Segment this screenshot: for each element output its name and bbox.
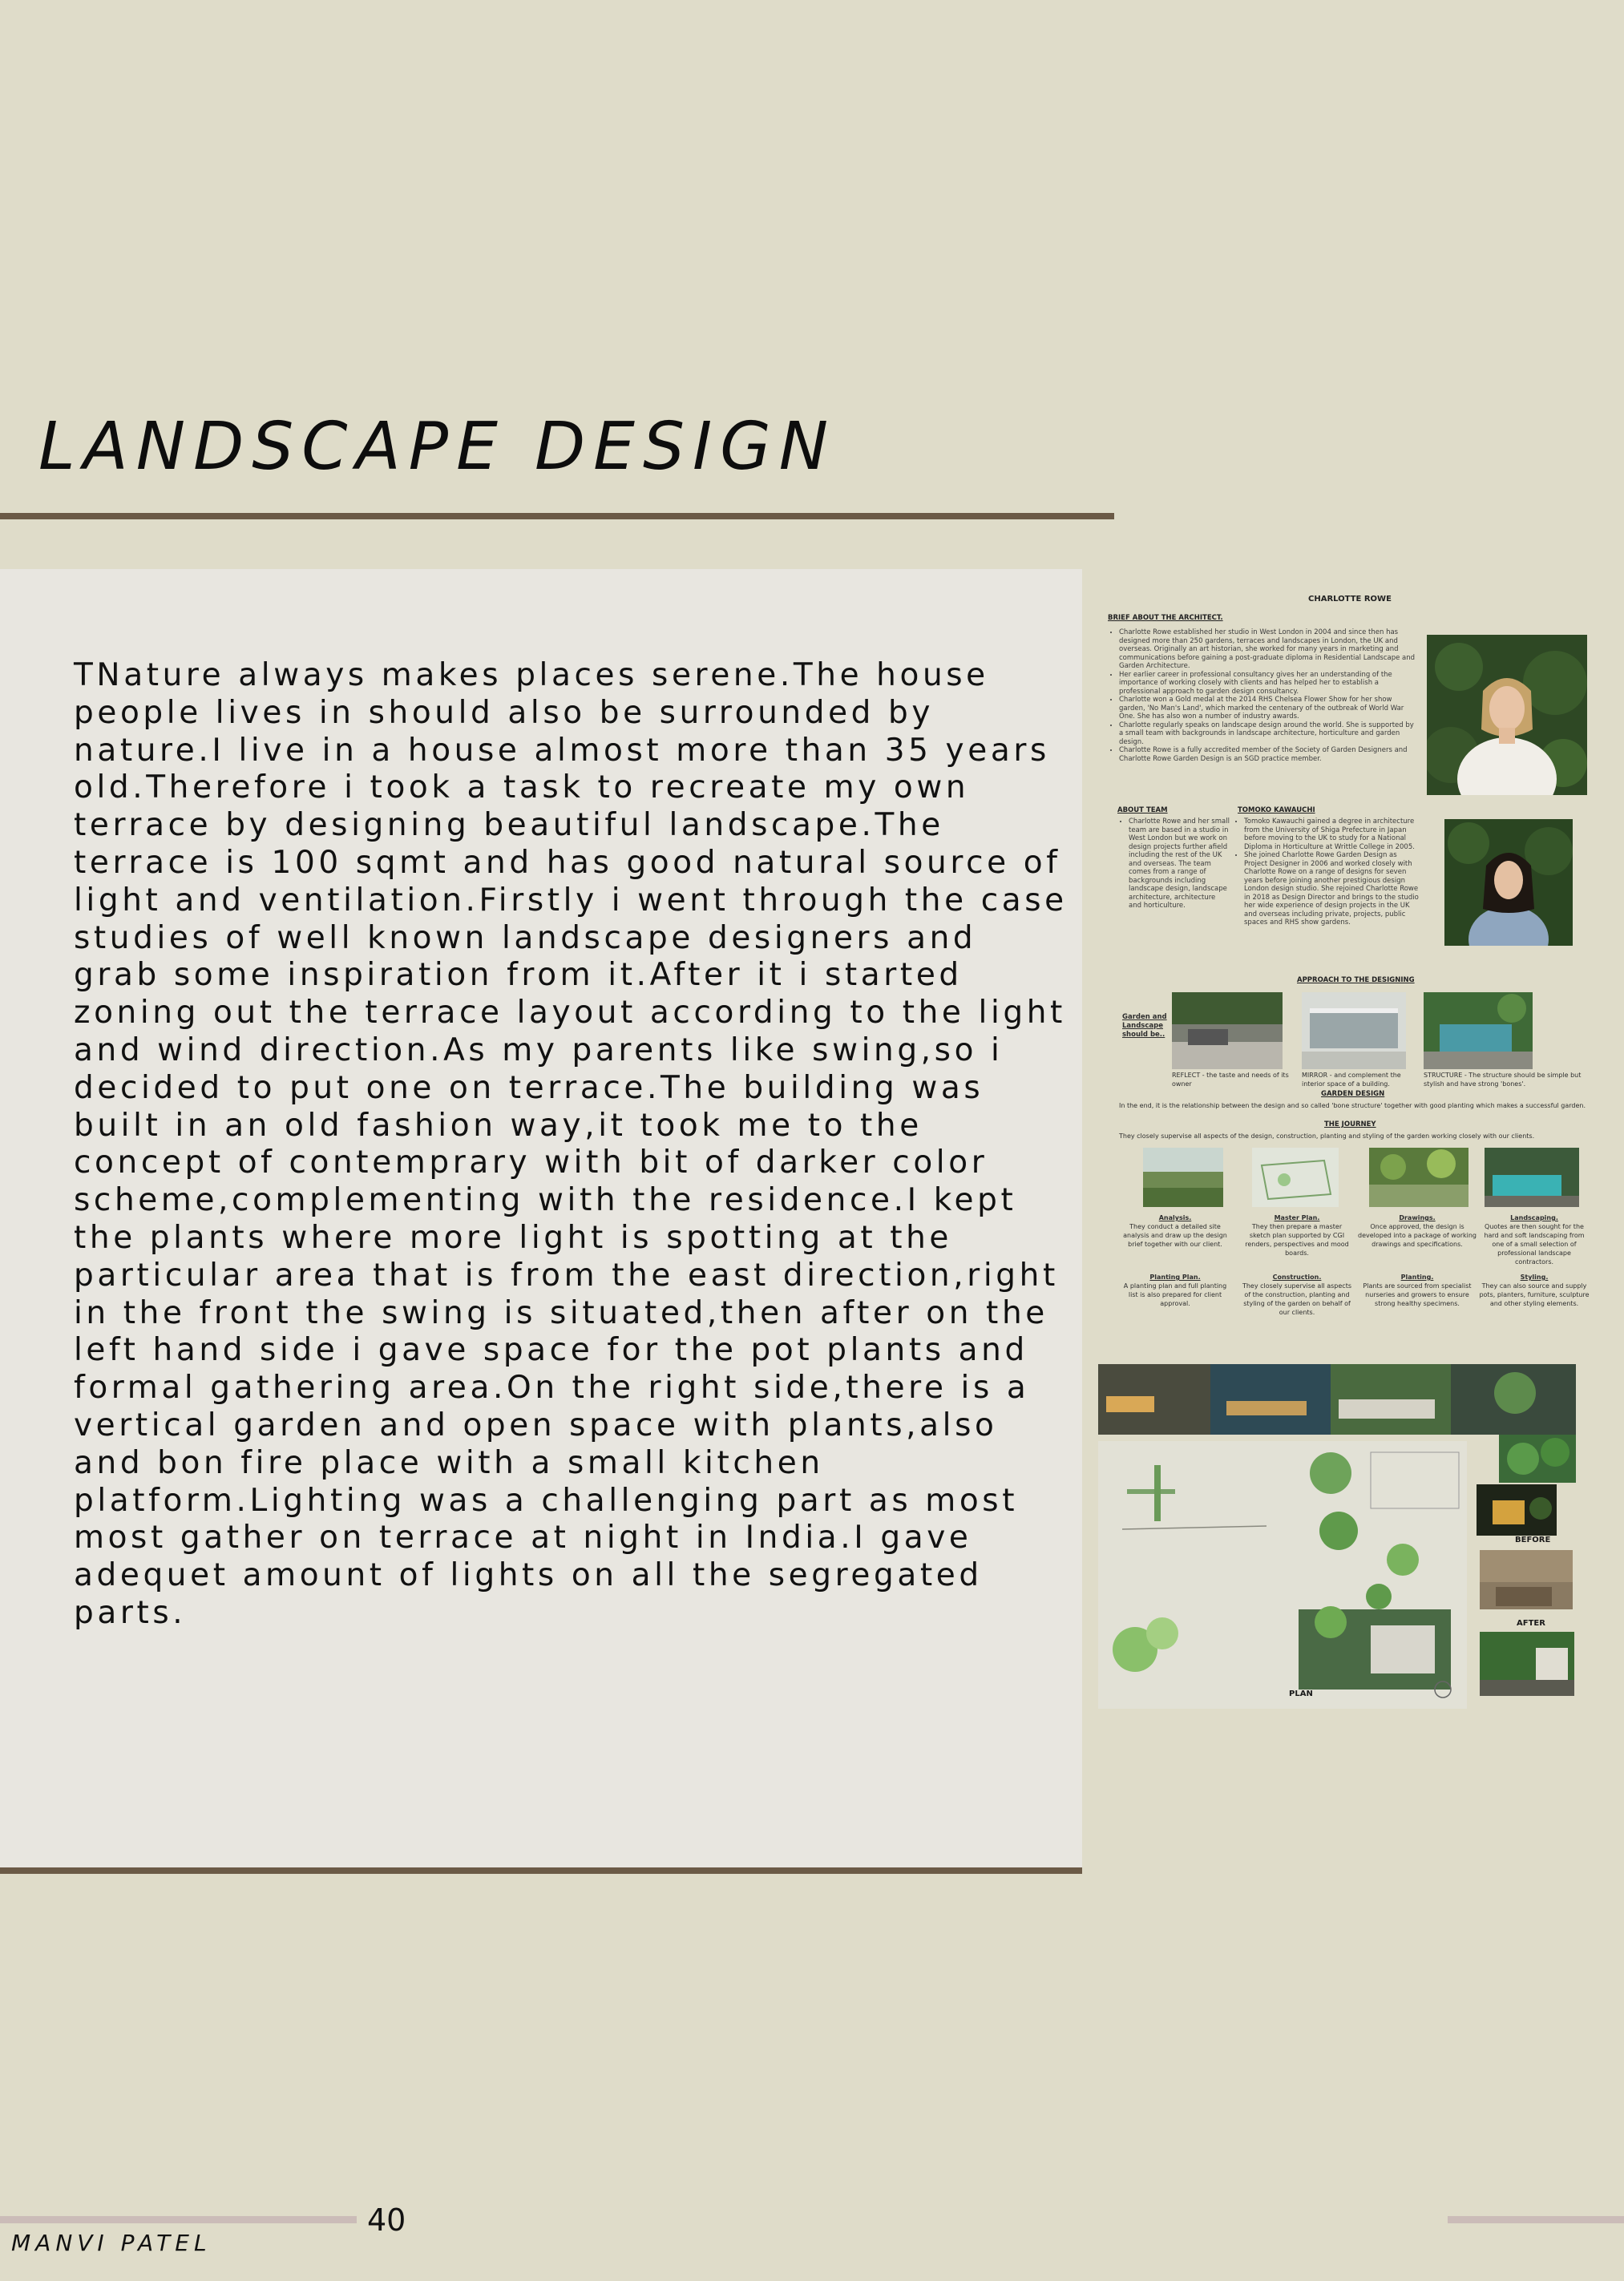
journey-heading: THE JOURNEY — [1324, 1120, 1376, 1128]
structure-text: STRUCTURE - The structure should be simple but stylish and have strong 'bones'. — [1424, 1072, 1582, 1088]
plan-label: PLAN — [1289, 1690, 1313, 1698]
brief-point: • Her earlier career in professional consultancy gives her an understanding of the importance of working closely with clients and has helped her to establish a professional approach to garden design consultancy. — [1119, 671, 1419, 696]
page-title: LANDSCAPE DESIGN — [38, 409, 837, 485]
title-divider — [0, 513, 1114, 519]
plant-photo — [1499, 1435, 1576, 1483]
tomoko-point: • Tomoko Kawauchi gained a degree in architecture from the University of Shiga Prefecture in Japan before moving to the UK to study for a National Diploma in Horticulture at Writtle College in 2005. — [1244, 818, 1422, 851]
tomoko-heading: TOMOKO KAWAUCHI — [1238, 806, 1315, 814]
garden-design-heading: GARDEN DESIGN — [1321, 1090, 1385, 1098]
garden-should-be: Garden and Landscape should be.. — [1122, 1013, 1167, 1039]
step: Landscaping. Quotes are then sought for the hard and soft landscaping from one of a small selection of professional landscape contractors. — [1484, 1214, 1585, 1266]
journey-text: They closely supervise all aspects of the design, construction, planting and styling of the garden working closely with our clients. — [1119, 1132, 1535, 1140]
step: Master Plan. They then prepare a master sketch plan supported by CGI renders, perspectives and mood boards. — [1245, 1214, 1349, 1257]
tomoko-points — [1233, 818, 1422, 927]
architect-name: CHARLOTTE ROWE — [1308, 595, 1392, 604]
tomoko-point: • She joined Charlotte Rowe Garden Design as Project Designer in 2006 and worked closely with Charlotte Rowe on a range of designs for seven years before joining another prestigious design London design studio. She rejoined Charlotte Rowe in 2018 as Design Director and brings to the studio her wide experience of design projects in the UK and overseas including private, projects, public spaces and RHS show gardens. — [1244, 851, 1422, 927]
step: Drawings. Once approved, the design is developed into a package of working drawings and specifications. — [1358, 1214, 1477, 1248]
page-number: 40 — [367, 2202, 406, 2238]
project-description: TNature always makes places serene.The house people lives in should also be surrounded by nature.I live in a house almost more than 35 years old.Therefore i took a task to recreate my own terrace by designing beautiful landscape.The terrace is 100 sqmt and has good natural source of light and ventilation.Firstly i went through the case studies of well known landscape designers and grab some inspiration from it.After it i started zoning out the terrace layout according to the light and wind direction.As my parents like swing,so i decided to put one on terrace.The building was built in an old fashion way,it took me to the concept of contemprary with bit of darker color scheme,complementing with the residence.I kept the plants where more light is spotting at the particular area that is from the east direction,right in the front the swing is situated,then after on the left hand side i gave space for the pot plants and formal gathering area.On the right side,there is a vertical garden and open space with plants,also and bon fire place with a small kitchen platform.Lighting was a challenging part as most most gather on terrace at night in India.I gave adequet amount of lights on all the segregated parts. — [74, 657, 1068, 1631]
charlotte-rowe-portrait — [1427, 635, 1587, 795]
before-label: BEFORE — [1515, 1536, 1551, 1544]
panel-bottom-divider — [0, 1867, 1082, 1874]
about-team-text — [1117, 818, 1230, 910]
brief-point: • Charlotte Rowe is a fully accredited member of the Society of Garden Designers and Charlotte Rowe Garden Design is an SGD practice member. — [1119, 746, 1419, 763]
reflect-photo — [1172, 992, 1283, 1069]
approach-heading: APPROACH TO THE DESIGNING — [1297, 976, 1415, 984]
structure-photo — [1424, 992, 1533, 1069]
step: Planting. Plants are sourced from specialist nurseries and growers to ensure strong healthy specimens. — [1363, 1274, 1472, 1307]
footer-bar-right — [1448, 2216, 1624, 2223]
tomoko-portrait — [1444, 819, 1573, 946]
step: Styling. They can also source and supply pots, planters, furniture, sculpture and other styling elements. — [1479, 1274, 1590, 1307]
mirror-text: MIRROR - and complement the interior space of a building. — [1302, 1072, 1401, 1088]
after-photo — [1480, 1632, 1574, 1696]
about-team-heading: ABOUT TEAM — [1117, 806, 1168, 814]
author-name: MANVI PATEL — [11, 2230, 212, 2256]
drawings-photo — [1369, 1148, 1468, 1207]
analysis-photo — [1143, 1148, 1223, 1207]
mood-photo-strip — [1098, 1364, 1576, 1435]
before-photo — [1480, 1550, 1573, 1609]
closing-text: In the end, it is the relationship between the design and so called 'bone structure' together with good planting which makes a successful garden. — [1119, 1102, 1586, 1109]
night-photo — [1477, 1484, 1557, 1536]
step: Analysis. They conduct a detailed site analysis and draw up the design brief together with our client. — [1123, 1214, 1227, 1248]
step: Construction. They closely supervise all aspects of the construction, planting and styling of the garden on behalf of our clients. — [1242, 1274, 1352, 1316]
landscaping-photo — [1485, 1148, 1579, 1207]
reflect-text: REFLECT - the taste and needs of its owner — [1172, 1072, 1289, 1088]
master-plan-photo — [1252, 1148, 1339, 1207]
about-team-point: • Charlotte Rowe and her small team are based in a studio in West London but we work on design projects further afield including the rest of the UK and overseas. The team comes from a range of backgrounds including landscape design, landscape architecture, architecture and horticulture. — [1129, 818, 1230, 910]
mirror-photo — [1302, 992, 1406, 1069]
brief-point: • Charlotte won a Gold medal at the 2014 RHS Chelsea Flower Show for her show garden, 'No Man's Land', which marked the centenary of the outbreak of World War One. She has also won a number of industry awards. — [1119, 696, 1419, 721]
design-collage — [1098, 1364, 1576, 1709]
brief-point: • Charlotte Rowe established her studio in West London in 2004 and since then has designed more than 250 gardens, terraces and landscapes in London, the UK and overseas. Originally an art historian, she worked for many years in marketing and communications before gaining a post-graduate diploma in Residential Landscape and Garden Architecture. — [1119, 628, 1419, 671]
plan-sketch — [1098, 1441, 1467, 1709]
after-label: AFTER — [1517, 1619, 1545, 1628]
step: Planting Plan. A planting plan and full planting list is also prepared for client approval. — [1123, 1274, 1227, 1307]
brief-heading: BRIEF ABOUT THE ARCHITECT. — [1108, 614, 1223, 622]
brief-points — [1108, 628, 1419, 763]
footer-bar-left — [0, 2216, 357, 2223]
brief-point: • Charlotte regularly speaks on landscape design around the world. She is supported by a small team with backgrounds in landscape architecture, horticulture and garden design. — [1119, 721, 1419, 747]
case-study-board — [1105, 591, 1590, 1353]
